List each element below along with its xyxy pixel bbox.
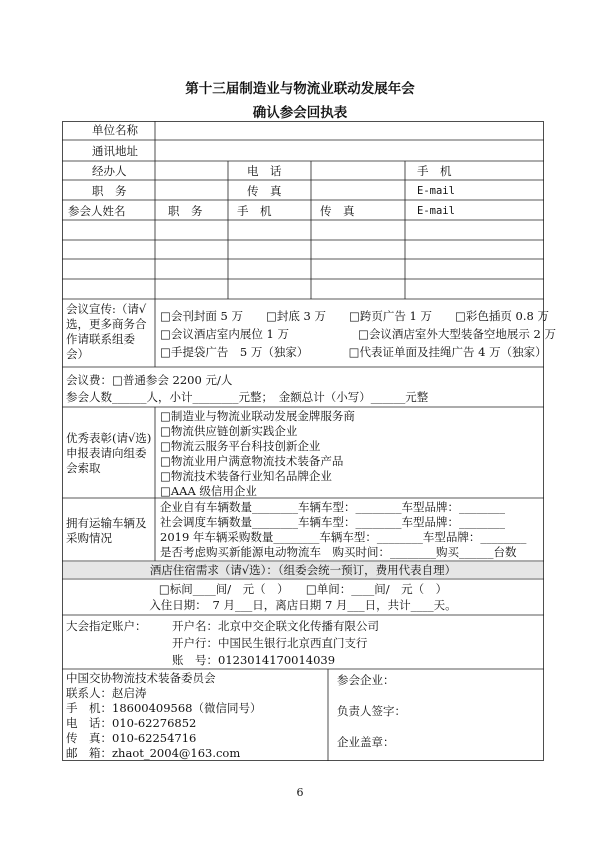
attendee-mobile-header: 手 机 [237,204,272,218]
promo-option: □手提袋广告 5 万（独家） □代表证单面及挂绳广告 4 万（独家） [160,345,547,359]
contact-email: 邮 箱：zhaot_2004@163.com [66,746,241,760]
promo-label: 会议宣传:（请√选，更多商务合作请联系组委会） [66,302,147,361]
hotel-header: 酒店住宿需求（请√选）：（组委会统一预订，费用代表自理） [149,563,457,577]
vehicle-label: 拥有运输车辆及采购情况 [66,516,147,545]
account-label: 大会指定账户： [66,619,147,633]
fee-line: 会议费：□普通参会 2200 元/人 [66,373,233,387]
page-title: 第十三届制造业与物流业联动发展年会 [185,81,415,97]
contact-org: 中国交协物流技术装备委员会 [66,671,216,685]
contact-person: 联系人：赵启涛 [66,686,147,700]
agent-label: 经办人 [92,164,127,178]
sign-person: 负责人签字： [337,704,406,718]
page-number: 6 [296,786,304,799]
award-item: □AAA 级信用企业 [160,484,257,498]
attendee-name-header: 参会人姓名 [68,204,126,218]
vehicle-line: 企业自有车辆数量________车辆车型：________车型品牌：________ [160,500,505,514]
attendee-position-header: 职 务 [168,204,203,218]
attendee-email-header: E-mail [417,205,455,217]
account-name: 开户名：北京中交企联文化传播有限公司 [172,619,379,633]
fax-label: 传 真 [247,184,282,198]
contact-mobile: 手 机：18600409568（微信同号） [66,701,262,715]
position-label: 职 务 [92,184,127,198]
award-item: □制造业与物流业联动发展金牌服务商 [160,409,355,423]
registration-form [62,121,556,761]
award-item: □物流业用户满意物流技术装备产品 [160,454,344,468]
award-item: □物流云服务平台科技创新企业 [160,439,321,453]
account-number: 账 号：0123014170014039 [172,653,336,667]
vehicle-line: 是否考虑购买新能源电动物流车 购买时间：________购买______台数 [160,545,517,559]
award-item: □物流供应链创新实践企业 [160,424,298,438]
sign-company: 参会企业： [337,673,395,687]
unit-name-label: 单位名称 [92,123,138,137]
email-label: E-mail [417,185,455,197]
attendee-fax-header: 传 真 [320,204,355,218]
address-label: 通讯地址 [92,144,138,158]
promo-option: □会议酒店室内展位 1 万 □会议酒店室外大型装备空地展示 2 万 [160,327,556,341]
mobile-label: 手 机 [417,164,452,178]
award-item: □物流技术装备行业知名品牌企业 [160,469,332,483]
vehicle-line: 2019 年车辆采购数量________车辆车型：________车型品牌：________ [160,530,527,544]
phone-label: 电 话 [247,164,282,178]
hotel-room-line: □标间____间/ 元（ ） □单间：____间/ 元（ ） [158,582,448,596]
award-label: 优秀表彰(请√选)申报表请向组委会索取 [66,431,152,475]
fee-total-line: 参会人数______人，小计________元整； 金额总计（小写）______元整 [66,390,429,404]
account-bank: 开户行：中国民生银行北京西直门支行 [172,636,368,650]
hotel-date-line: 入住日期： 7 月___日，离店日期 7 月___日，共计____天。 [149,598,457,612]
sign-seal: 企业盖章： [337,735,395,749]
form-title: 确认参会回执表 [252,105,348,121]
contact-fax: 传 真：010-62254716 [66,731,197,745]
vehicle-line: 社会调度车辆数量________车辆车型：________车型品牌：________ [160,515,505,529]
promo-option: □会刊封面 5 万 □封底 3 万 □跨页广告 1 万 □彩色插页 0.8 万 [160,309,549,323]
contact-phone: 电 话：010-62276852 [66,716,197,730]
